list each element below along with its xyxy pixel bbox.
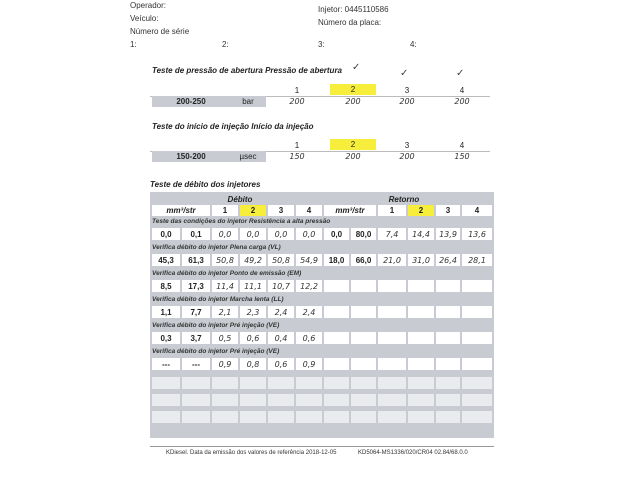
opening-pressure-title: Teste de pressão de abertura Pressão de abertura [152,66,343,75]
empty-cell [152,411,180,423]
return-value: 21,0 [378,254,406,266]
start-col-1: 1 [294,140,300,150]
start-unit: µsec [230,151,266,162]
return-value: 14,4 [408,228,434,240]
flow-value: 0,6 [240,332,266,344]
flow-value: 11,4 [212,280,238,292]
start-value-4: 150 [454,152,470,161]
empty-cell [182,411,210,423]
return-col-2: 2 [408,205,434,216]
flow-col-1: 1 [212,205,238,216]
return-spec-min: 18,0 [324,254,349,266]
empty-cell [324,411,349,423]
flow-spec-max: 7,7 [182,306,210,318]
return-value [378,280,406,292]
flow-value: 0,0 [240,228,266,240]
flow-spec-min: --- [152,358,180,370]
flow-value: 0,8 [240,358,266,370]
empty-cell [296,377,322,389]
empty-cell [324,394,349,406]
flow-row-label: Verifica débito do injetor Marcha lenta (LL) [152,296,284,303]
pressure-value-1: 200 [289,97,305,106]
plate-number-label: Número da placa: [318,18,382,27]
flow-value: 0,0 [268,228,294,240]
start-col-2: 2 [330,139,376,150]
empty-cell [462,411,492,423]
return-spec-min [324,306,349,318]
pressure-value-4: 200 [454,97,470,106]
return-value [436,358,460,370]
flow-spec-min: 0,0 [152,228,180,240]
return-spec-min: 0,0 [324,228,349,240]
checkmark-icon: ✓ [456,68,465,79]
return-value [462,280,492,292]
return-value [378,358,406,370]
return-value: 13,6 [462,228,492,240]
flow-value: 54,9 [296,254,322,266]
flow-value: 0,0 [212,228,238,240]
serial-number-label: Número de série [130,27,190,36]
start-spec: 150-200 [152,151,230,162]
empty-cell [408,394,434,406]
flow-table [150,192,494,438]
empty-cell [152,394,180,406]
return-value [462,358,492,370]
empty-cell [462,394,492,406]
flow-value: 2,3 [240,306,266,318]
start-value-3: 200 [399,152,415,161]
empty-cell [212,394,238,406]
flow-row-label: Verifica débito do injetor Plena carga (VL) [152,244,281,251]
pressure-col-2: 2 [330,84,376,95]
empty-cell [436,377,460,389]
empty-cell [240,411,266,423]
return-col-1: 1 [378,205,406,216]
return-value: 26,4 [436,254,460,266]
empty-cell [268,411,294,423]
return-value [408,280,434,292]
empty-cell [212,377,238,389]
start-value-2: 200 [345,152,361,161]
checkmark-icon: ✓ [400,68,409,79]
flow-col-4: 4 [296,205,322,216]
flow-value: 2,4 [296,306,322,318]
return-value [408,306,434,318]
slot-1-label: 1: [130,40,137,49]
footer-left: KDiesel. Data da emissão dos valores de referência 2018-12-05 [166,450,337,456]
start-col-3: 3 [404,140,410,150]
empty-cell [408,377,434,389]
empty-cell [212,411,238,423]
empty-cell [240,394,266,406]
empty-cell [378,411,406,423]
return-value: 7,4 [378,228,406,240]
flow-spec-max: 0,1 [182,228,210,240]
start-col-4: 4 [459,140,465,150]
flow-test-title: Teste de débito dos injetores [150,180,261,189]
return-value [436,332,460,344]
empty-cell [351,411,376,423]
empty-cell [351,377,376,389]
return-value: 31,0 [408,254,434,266]
flow-spec-min: 1,1 [152,306,180,318]
pressure-value-2: 200 [345,97,361,106]
flow-row-label: Verifica débito do injetor Pré injeção (VE) [152,322,280,329]
empty-cell [436,394,460,406]
return-unit: mm³/str [324,205,376,216]
injection-start-title: Teste do início de injeção Início da injeção [152,122,314,131]
empty-cell [408,411,434,423]
return-value [408,332,434,344]
return-value [408,358,434,370]
retorno-label: Retorno [388,194,420,204]
return-spec-max [351,306,376,318]
flow-col-3: 3 [268,205,294,216]
pressure-value-3: 200 [399,97,415,106]
flow-value: 12,2 [296,280,322,292]
return-value [378,306,406,318]
flow-spec-min: 45,3 [152,254,180,266]
empty-cell [268,394,294,406]
empty-cell [182,377,210,389]
operator-label: Operador: [130,1,167,10]
flow-value: 0,4 [268,332,294,344]
return-value: 28,1 [462,254,492,266]
empty-cell [436,411,460,423]
return-spec-max [351,358,376,370]
empty-cell [296,411,322,423]
flow-value: 49,2 [240,254,266,266]
flow-value: 10,7 [268,280,294,292]
return-spec-min [324,358,349,370]
flow-value: 50,8 [268,254,294,266]
flow-spec-min: 8,5 [152,280,180,292]
footer-divider [150,446,494,447]
checkmark-icon: ✓ [352,62,361,73]
start-value-1: 150 [289,152,305,161]
flow-spec-max: 17,3 [182,280,210,292]
return-spec-max: 66,0 [351,254,376,266]
empty-cell [324,377,349,389]
flow-col-2: 2 [240,205,266,216]
debito-label: Débito [227,194,253,204]
flow-value: 2,1 [212,306,238,318]
vehicle-label: Veículo: [130,14,159,23]
flow-row-label: Verifica débito do injetor Ponto de emissão (EM) [152,270,302,277]
slot-3-label: 3: [318,40,325,49]
flow-row-label: Verifica débito do injetor Pré injeção (VE) [152,348,280,355]
flow-spec-max: 61,3 [182,254,210,266]
slot-2-label: 2: [222,40,229,49]
empty-cell [296,394,322,406]
return-spec-max [351,280,376,292]
return-spec-max: 80,0 [351,228,376,240]
flow-spec-max: --- [182,358,210,370]
slot-4-label: 4: [410,40,417,49]
flow-value: 0,9 [296,358,322,370]
flow-value: 11,1 [240,280,266,292]
return-spec-min [324,280,349,292]
empty-cell [378,394,406,406]
flow-value: 2,4 [268,306,294,318]
return-value: 13,9 [436,228,460,240]
flow-value: 0,0 [296,228,322,240]
empty-cell [182,394,210,406]
return-value [378,332,406,344]
flow-value: 50,8 [212,254,238,266]
pressure-col-4: 4 [459,85,465,95]
pressure-col-1: 1 [294,85,300,95]
flow-row-label: Teste das condições do injetor Resistência a alta pressão [152,218,331,225]
empty-cell [268,377,294,389]
flow-unit: mm³/str [152,205,210,216]
flow-spec-max: 3,7 [182,332,210,344]
return-value [436,280,460,292]
flow-value: 0,6 [296,332,322,344]
flow-value: 0,9 [212,358,238,370]
flow-spec-min: 0,3 [152,332,180,344]
empty-cell [240,377,266,389]
return-col-3: 3 [436,205,460,216]
return-col-4: 4 [462,205,492,216]
flow-value: 0,5 [212,332,238,344]
pressure-col-3: 3 [404,85,410,95]
empty-cell [378,377,406,389]
pressure-unit: bar [230,96,266,107]
flow-value: 0,6 [268,358,294,370]
return-spec-max [351,332,376,344]
return-value [462,332,492,344]
empty-cell [351,394,376,406]
footer-right: KD5064-MS1336/020/CR04 02.84/68.0.0 [358,450,468,456]
return-value [462,306,492,318]
injector-label: Injetor: 0445110586 [318,5,389,14]
empty-cell [462,377,492,389]
return-value [436,306,460,318]
return-spec-min [324,332,349,344]
pressure-spec: 200-250 [152,96,230,107]
empty-cell [152,377,180,389]
